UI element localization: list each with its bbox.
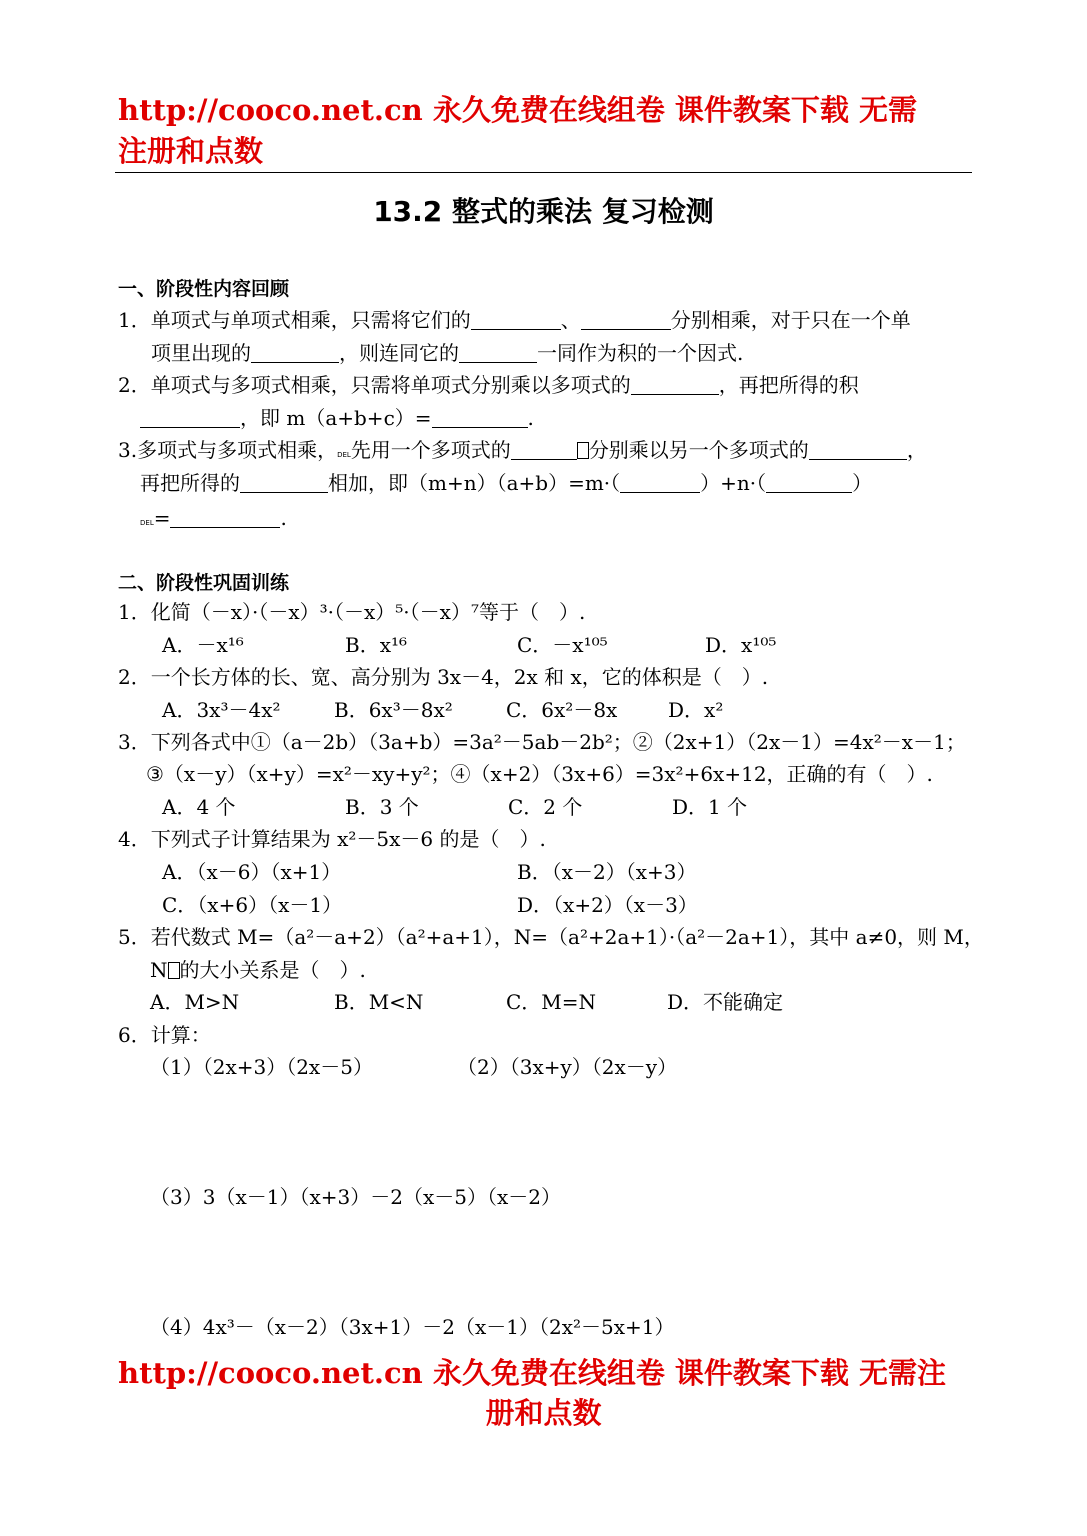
s2-q6-part3: （3）3（x－1）（x+3）－2（x－5）（x－2） bbox=[150, 1185, 561, 1209]
s1-q3-text-c: 分别乘以另一个多项式的 bbox=[588, 438, 809, 462]
s1-q3-blank6[interactable] bbox=[170, 507, 280, 528]
s1-q1-line2 bbox=[151, 339, 743, 367]
header-link-line1[interactable]: http://cooco.net.cn 永久免费在线组卷 课件教案下载 无需 bbox=[118, 93, 918, 127]
s2-q3-option-b[interactable]: B．3 个 bbox=[345, 795, 419, 819]
s2-q5-option-c[interactable]: C．M=N bbox=[506, 990, 597, 1014]
s1-q2-blank3[interactable] bbox=[432, 407, 528, 428]
s1-q3-text-g: ）+n·（ bbox=[700, 471, 767, 495]
s1-q3-blank1[interactable] bbox=[511, 439, 577, 460]
s2-q2-option-b[interactable]: B．6x³－8x² bbox=[334, 698, 453, 722]
s1-q2-text-d: . bbox=[527, 406, 534, 430]
section1-heading: 一、阶段性内容回顾 bbox=[118, 278, 290, 300]
s2-q1-option-c[interactable]: C．－x¹⁰⁵ bbox=[517, 633, 608, 657]
s2-q5-line1: 5．若代数式 M=（a²－a+2）（a²+a+1），N=（a²+2a+1）·（a²－2a+1），其中 a≠0，则 M， bbox=[118, 925, 984, 949]
s2-q5-text-rest: 的大小关系是（ ）. bbox=[179, 958, 366, 982]
s2-q5-line2 bbox=[150, 956, 366, 984]
s1-q3-text-e: 再把所得的 bbox=[140, 471, 240, 495]
s2-q5-box-glyph bbox=[168, 962, 180, 979]
footer-link-line1[interactable]: http://cooco.net.cn 永久免费在线组卷 课件教案下载 无需注 bbox=[118, 1356, 947, 1390]
s1-q1-text-d: 项里出现的 bbox=[151, 341, 251, 365]
s2-q6-heading: 6．计算： bbox=[118, 1023, 211, 1047]
s1-q3-del-mark: DEL bbox=[337, 451, 351, 459]
s1-q3-text-h: ） bbox=[852, 471, 873, 495]
s1-q1-blank4[interactable] bbox=[459, 342, 537, 363]
s1-q1-line1 bbox=[118, 306, 911, 334]
s1-q3-line2 bbox=[140, 469, 872, 497]
s1-q2-text-c: ，即 m（a+b+c）= bbox=[240, 406, 432, 430]
s1-q3-box-glyph bbox=[577, 442, 589, 459]
s2-q4-option-a[interactable]: A．（x－6）（x+1） bbox=[162, 860, 342, 884]
s2-q3-option-c[interactable]: C．2 个 bbox=[508, 795, 583, 819]
s2-q5-text-n: N bbox=[150, 958, 168, 982]
section2-heading: 二、阶段性巩固训练 bbox=[118, 572, 290, 594]
s1-q3-text-i: = bbox=[153, 506, 171, 530]
s1-q1-text-f: 一同作为积的一个因式. bbox=[537, 341, 744, 365]
s2-q5-option-a[interactable]: A．M>N bbox=[150, 990, 240, 1014]
s1-q1-text-a: 1．单项式与单项式相乘，只需将它们的 bbox=[118, 308, 471, 332]
s1-q3-blank3[interactable] bbox=[240, 472, 328, 493]
s2-q6-part2: （2）（3x+y）（2x－y） bbox=[457, 1055, 678, 1079]
s1-q1-blank1[interactable] bbox=[471, 309, 561, 330]
s1-q1-text-b: 、 bbox=[560, 308, 581, 332]
s1-q2-text-b: ，再把所得的积 bbox=[718, 373, 859, 397]
s1-q3-blank5[interactable] bbox=[766, 472, 852, 493]
header-divider bbox=[115, 172, 972, 173]
s1-q1-text-e: ，则连同它的 bbox=[339, 341, 459, 365]
s2-q2: 2．一个长方体的长、宽、高分别为 3x－4，2x 和 x，它的体积是（ ）. bbox=[118, 665, 769, 689]
s1-q1-blank2[interactable] bbox=[581, 309, 671, 330]
s2-q6-part4: （4）4x³－（x－2）（3x+1）－2（x－1）（2x²－5x+1） bbox=[150, 1315, 675, 1339]
s1-q2-text-a: 2．单项式与多项式相乘，只需将单项式分别乘以多项式的 bbox=[118, 373, 631, 397]
s2-q5-option-d[interactable]: D．不能确定 bbox=[667, 990, 784, 1014]
s2-q2-option-d[interactable]: D．x² bbox=[668, 698, 724, 722]
s2-q4-option-b[interactable]: B．（x－2）（x+3） bbox=[517, 860, 697, 884]
s2-q4: 4．下列式子计算结果为 x²－5x－6 的是（ ）. bbox=[118, 827, 546, 851]
s1-q3-text-f: 相加，即（m+n）（a+b）=m·（ bbox=[328, 471, 621, 495]
s1-q3-text-a: 3.多项式与多项式相乘， bbox=[118, 438, 338, 462]
s2-q2-option-a[interactable]: A．3x³－4x² bbox=[162, 698, 281, 722]
s1-q3-blank4[interactable] bbox=[620, 472, 700, 493]
s2-q3-option-d[interactable]: D．1 个 bbox=[672, 795, 748, 819]
header-link-line2[interactable]: 注册和点数 bbox=[118, 134, 264, 168]
s1-q3-line1 bbox=[118, 436, 927, 469]
s2-q1-option-b[interactable]: B．x¹⁶ bbox=[345, 633, 408, 657]
s1-q3-text-b: 先用一个多项式的 bbox=[350, 438, 511, 462]
s2-q1-option-a[interactable]: A．－x¹⁶ bbox=[162, 633, 244, 657]
s2-q3-line2: ③（x－y）（x+y）=x²－xy+y²；④（x+2）（3x+6）=3x²+6x+12，正确的有（ ）. bbox=[146, 762, 933, 786]
page-title: 13.2 整式的乘法 复习检测 bbox=[373, 195, 714, 228]
s1-q1-text-c: 分别相乘，对于只在一个单 bbox=[670, 308, 911, 332]
s2-q3-line1: 3．下列各式中①（a－2b）（3a+b）=3a²－5ab－2b²；②（2x+1）（2x－1）=4x²－x－1； bbox=[118, 730, 966, 754]
s1-q3-text-j: . bbox=[280, 506, 287, 530]
s1-q2-line2 bbox=[140, 404, 534, 432]
s2-q5-option-b[interactable]: B．M<N bbox=[334, 990, 424, 1014]
s1-q2-blank1[interactable] bbox=[631, 374, 719, 395]
s1-q3-line3 bbox=[140, 504, 287, 537]
s1-q3-del-mark2: DEL bbox=[140, 519, 154, 527]
s2-q2-option-c[interactable]: C．6x²－8x bbox=[506, 698, 618, 722]
s1-q2-line1 bbox=[118, 371, 859, 399]
footer-link-line2[interactable]: 册和点数 bbox=[485, 1396, 602, 1430]
s2-q1-option-d[interactable]: D．x¹⁰⁵ bbox=[705, 633, 777, 657]
s1-q2-blank2[interactable] bbox=[140, 407, 240, 428]
s1-q3-text-d: ， bbox=[906, 438, 927, 462]
s2-q1: 1．化简（－x）·（－x）³·（－x）⁵·（－x）⁷等于（ ）. bbox=[118, 600, 586, 624]
s2-q6-part1: （1）（2x+3）（2x－5） bbox=[150, 1055, 373, 1079]
s2-q3-option-a[interactable]: A．4 个 bbox=[162, 795, 236, 819]
s2-q4-option-d[interactable]: D．（x+2）（x－3） bbox=[517, 893, 698, 917]
s1-q1-blank3[interactable] bbox=[251, 342, 339, 363]
s2-q4-option-c[interactable]: C．（x+6）（x－1） bbox=[162, 893, 343, 917]
s1-q3-blank2[interactable] bbox=[809, 439, 907, 460]
